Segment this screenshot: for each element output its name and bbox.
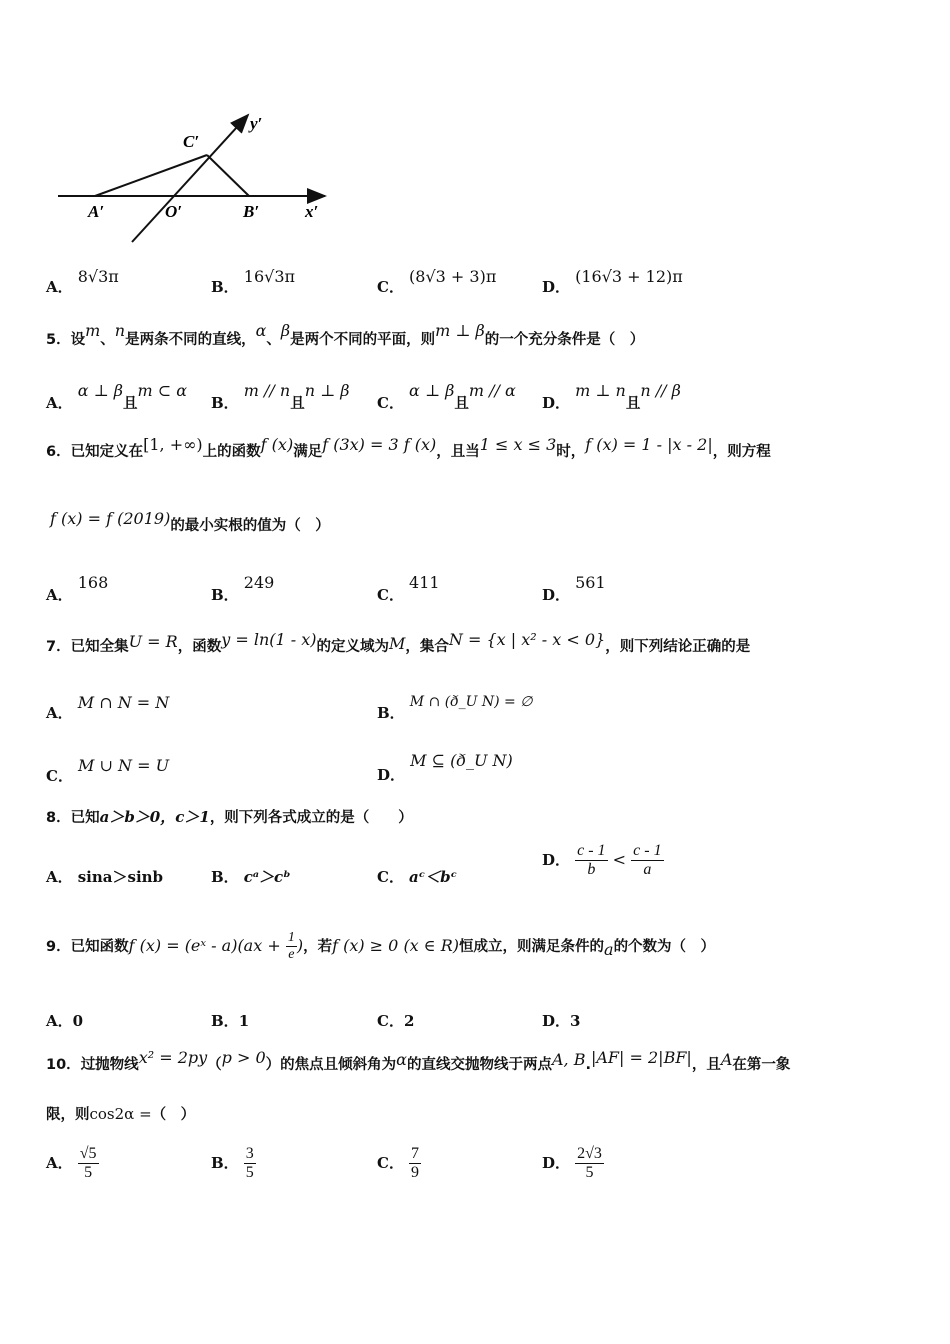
q4-option-a[interactable] <box>46 266 119 296</box>
label-y: y′ <box>250 114 263 133</box>
question-number: 6． <box>46 444 71 460</box>
fraction: $\frac{3}{5}$ <box>245 1145 254 1181</box>
option-value: 8√3π <box>77 267 119 286</box>
fraction: $\frac{√5}{5}$ <box>79 1145 97 1181</box>
label-b: B′ <box>243 202 260 221</box>
option-label: B． <box>211 278 239 296</box>
q7-option-c[interactable]: C． M ∪ N = U <box>46 756 170 785</box>
q5-stem: 5．设m、n是两条不同的直线，α、β是两个不同的平面，则m ⊥ β的一个充分条件是（ ） <box>46 321 645 348</box>
label-x: x′ <box>305 202 319 221</box>
q4-option-d[interactable] <box>542 266 683 296</box>
question-number: 5． <box>46 332 71 348</box>
label-c: C′ <box>183 132 200 151</box>
q5-option-d[interactable]: D． m ⊥ n且n // β <box>542 381 681 412</box>
label-o: O′ <box>165 202 183 221</box>
option-label: D． <box>542 278 571 296</box>
option-value: (8√3 + 3)π <box>409 267 497 286</box>
q8-option-c[interactable]: C． aᶜ＜bᶜ <box>377 868 458 886</box>
q6-option-a[interactable]: A． 168 <box>46 573 109 604</box>
q4-option-b[interactable] <box>211 266 296 296</box>
q5-option-c[interactable]: C． α ⊥ β且m // α <box>377 381 516 412</box>
option-value: 16√3π <box>243 267 296 286</box>
q9-stem: 9．已知函数f (x) = (eˣ - a)(ax + $\frac{1}{e}$ )，若f (x) ≥ 0 (x ∈ R)恒成立，则满足条件的a的个数为（ ） <box>46 930 716 962</box>
fraction: $\frac{7}{9}$ <box>411 1145 420 1181</box>
q9-option-b[interactable]: B．1 <box>211 1012 250 1030</box>
q10-stem: 10．过抛物线x² = 2py（p > 0）的焦点且倾斜角为α的直线交抛物线于两点A, B.|AF| = 2|BF|，且A在第一象 <box>46 1048 791 1073</box>
q8-option-d[interactable]: D． $\frac{c - 1}{b}$ < $\frac{c - 1}{a}$ <box>542 842 662 878</box>
q6-stem-line2: f (x) = f (2019)的最小实根的值为（ ） <box>50 509 330 534</box>
option-label: A． <box>46 278 73 296</box>
oblique-axes-figure <box>50 105 350 250</box>
question-number: 10． <box>46 1057 81 1073</box>
q10-option-a[interactable]: A． $\frac{√5}{5}$ <box>46 1145 97 1181</box>
fraction: $\frac{c - 1}{a}$ <box>633 842 662 878</box>
question-number: 7． <box>46 639 71 655</box>
q6-option-c[interactable]: C． 411 <box>377 573 440 604</box>
q8-option-a[interactable]: A． sina＞sinb <box>46 868 164 886</box>
q7-option-a[interactable]: A． M ∩ N = N <box>46 693 170 722</box>
q6-option-d[interactable]: D． 561 <box>542 573 606 604</box>
q7-option-b[interactable]: B． M ∩ (ð_U N) = ∅ <box>377 694 533 722</box>
q5-option-a[interactable]: A． α ⊥ β且m ⊂ α <box>46 381 188 412</box>
question-number: 8． <box>46 810 71 826</box>
q5-option-b[interactable]: B． m // n且n ⊥ β <box>211 381 350 412</box>
fraction: $\frac{c - 1}{b}$ <box>577 842 606 878</box>
q7-option-d[interactable]: D． M ⊆ (ð_U N) <box>377 751 513 784</box>
label-a: A′ <box>88 202 105 221</box>
option-value: (16√3 + 12)π <box>575 267 683 286</box>
q8-stem: 8．已知a＞b＞0，c＞1，则下列各式成立的是（ ） <box>46 808 413 826</box>
q9-option-d[interactable]: D．3 <box>542 1012 581 1030</box>
q4-option-c[interactable] <box>377 266 497 296</box>
q9-option-a[interactable]: A．0 <box>46 1012 84 1030</box>
q9-option-c[interactable]: C．2 <box>377 1012 415 1030</box>
q7-stem: 7．已知全集U = R，函数y = ln(1 - x)的定义域为M，集合N = {x | x² - x < 0}，则下列结论正确的是 <box>46 630 751 655</box>
segment-ac <box>95 155 207 196</box>
fraction: $\frac{1}{e}$ <box>287 930 295 962</box>
q8-option-b[interactable]: B． cᵃ＞cᵇ <box>211 868 291 886</box>
option-label: C． <box>377 278 404 296</box>
q6-stem: 6．已知定义在[1, +∞)上的函数f (x)满足f (3x) = 3 f (x)，且当1 ≤ x ≤ 3时，f (x) = 1 - |x - 2|，则方程 <box>46 435 771 460</box>
q10-stem-line2: 限，则cos2α =（ ） <box>46 1105 196 1123</box>
q10-option-c[interactable]: C． $\frac{7}{9}$ <box>377 1145 420 1181</box>
q10-option-d[interactable]: D． $\frac{2√3}{5}$ <box>542 1145 602 1181</box>
q6-option-b[interactable]: B． 249 <box>211 573 275 604</box>
question-number: 9． <box>46 939 71 955</box>
q10-option-b[interactable]: B． $\frac{3}{5}$ <box>211 1145 254 1181</box>
fraction: $\frac{2√3}{5}$ <box>577 1145 602 1181</box>
segment-cb <box>207 155 249 196</box>
